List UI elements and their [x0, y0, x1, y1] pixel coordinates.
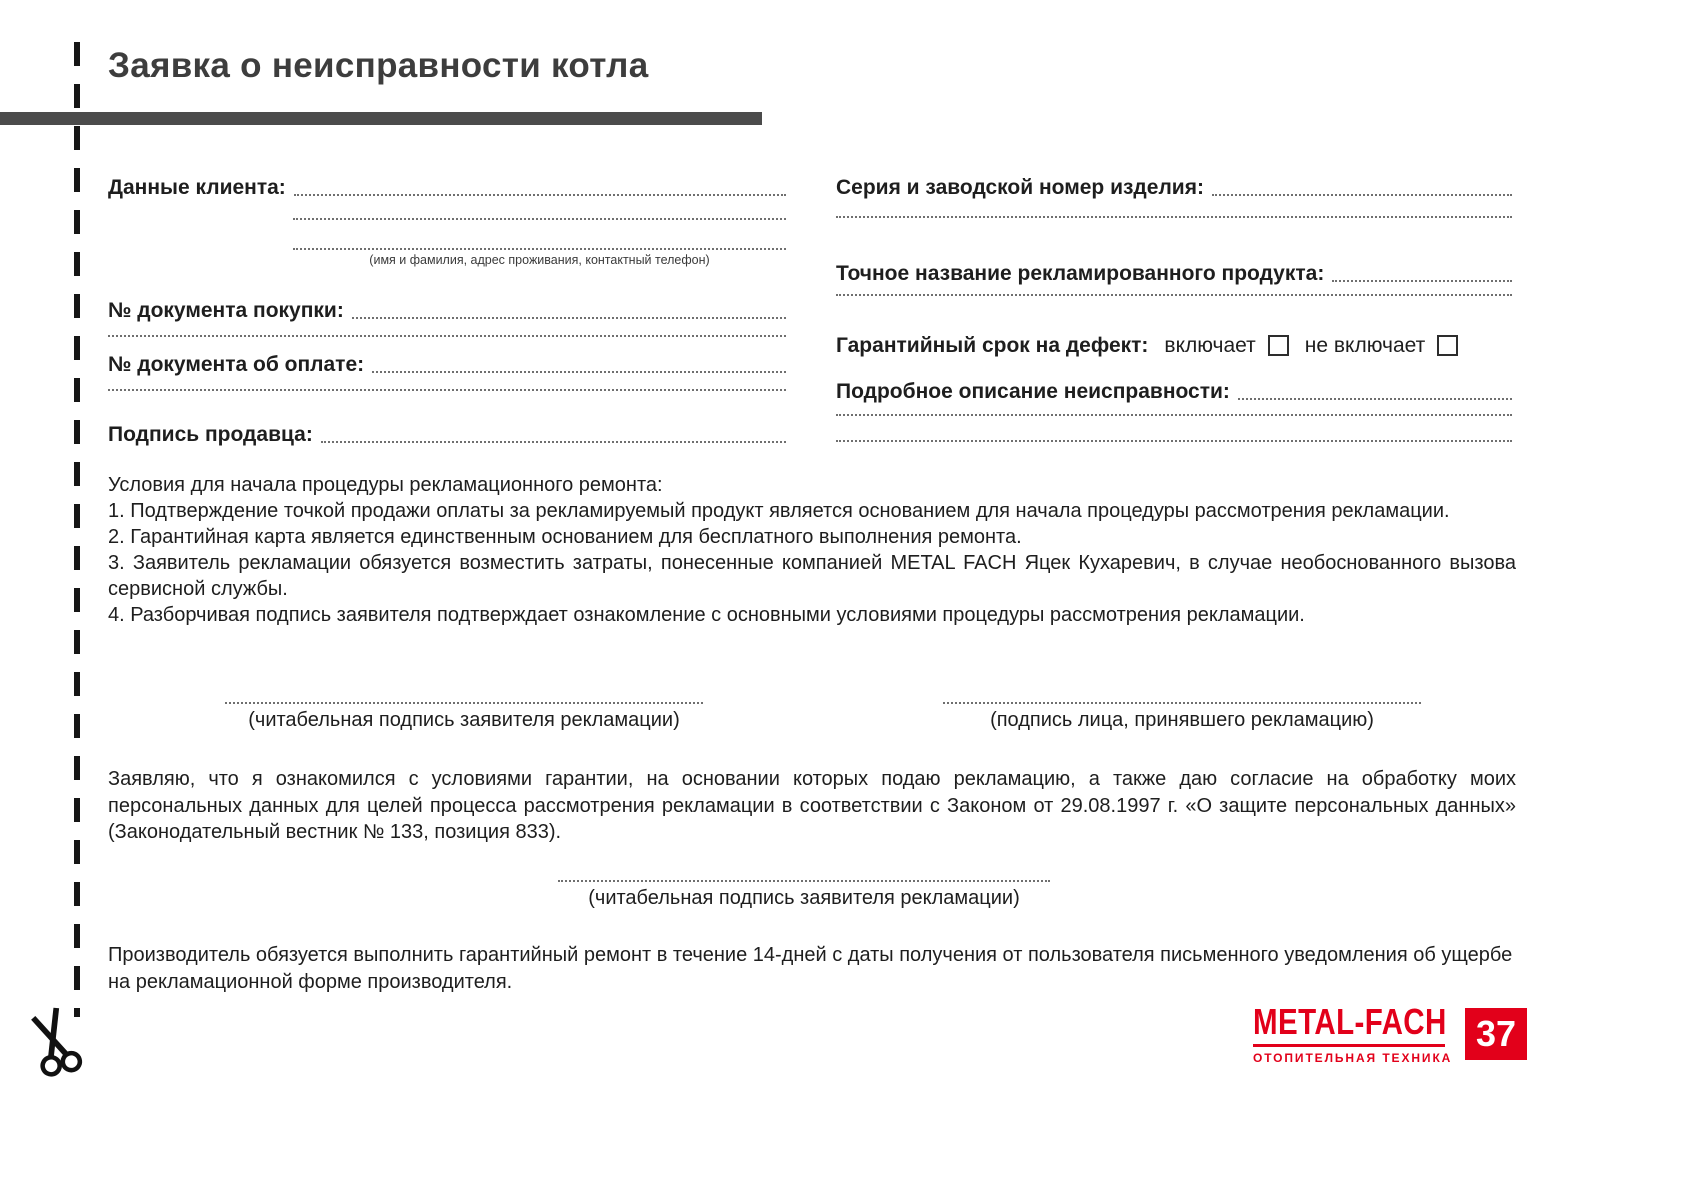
serial-number-line-1 — [1212, 194, 1512, 196]
page-number-badge: 37 — [1465, 1008, 1527, 1060]
claimant-signature-caption: (читабельная подпись заявителя рекламации) — [248, 709, 680, 731]
claimant-signature-block — [225, 702, 703, 732]
client-data-line-1 — [294, 194, 786, 196]
client-data-line-3 — [293, 248, 786, 250]
receiver-signature-caption: (подпись лица, принявшего рекламацию) — [990, 709, 1374, 731]
warranty-field — [836, 328, 1512, 358]
seller-signature-label: Подпись продавца: — [108, 423, 313, 446]
product-name-line-2 — [836, 294, 1512, 296]
seller-signature-line — [321, 441, 786, 443]
scissors-icon — [19, 999, 91, 1090]
warranty-excludes-label: не включает — [1304, 334, 1426, 357]
manufacturer-note: Производитель обязуется выполнить гарантийный ремонт в течение 14-дней с даты получения от пользователя письменного уведомления об ущербе на рекламационной форме производителя. — [108, 944, 1513, 993]
fault-description-line-1 — [1238, 398, 1512, 400]
claimant-signature-line-2 — [558, 880, 1050, 882]
page-title: Заявка о неисправности котла — [108, 46, 649, 85]
client-data-caption: (имя и фамилия, адрес проживания, контактный телефон) — [369, 253, 710, 267]
purchase-doc-label: № документа покупки: — [108, 299, 344, 322]
product-name-field — [836, 256, 1512, 286]
brand-logo-rule — [1253, 1044, 1445, 1047]
form-right-column — [836, 170, 1512, 442]
fault-description-label: Подробное описание неисправности: — [836, 380, 1230, 403]
brand-block — [1253, 1002, 1527, 1065]
fault-description-line-3 — [836, 440, 1512, 442]
client-data-line-2 — [293, 218, 786, 220]
receiver-signature-line — [943, 702, 1421, 704]
claimant-signature-caption-2: (читабельная подпись заявителя рекламации) — [588, 887, 1020, 909]
warranty-includes-label: включает — [1164, 334, 1256, 357]
brand-logo — [1253, 1001, 1453, 1065]
condition-item-1: 1. Подтверждение точкой продажи оплаты за рекламируемый продукт является основанием для начала процедуры рассмотрения рекламации. — [108, 500, 1450, 522]
serial-number-field — [836, 170, 1512, 200]
payment-doc-label: № документа об оплате: — [108, 353, 365, 376]
claimant-signature-line — [225, 702, 703, 704]
warranty-label: Гарантийный срок на дефект: — [836, 334, 1149, 357]
condition-item-3: 3. Заявитель рекламации обязуется возместить затраты, понесенные компанией METAL FACH Яцек Кухаревич, в случае необоснованного вызова сервисной службы. — [108, 552, 1516, 600]
product-name-line-1 — [1332, 280, 1512, 282]
declaration-paragraph: Заявляю, что я ознакомился с условиями гарантии, на основании которых подаю рекламацию, а также даю согласие на обработку моих персональных данных для целей процесса рассмотрения рекламации в соответствии с Законом от 29.08.1997 г. «О защите персональных данных» (Законодательный вестник № 133, позиция 833). — [108, 768, 1516, 843]
purchase-doc-field — [108, 293, 786, 323]
serial-number-label: Серия и заводской номер изделия: — [836, 176, 1204, 199]
title-underline-bar — [0, 112, 762, 125]
form-left-column — [108, 170, 786, 447]
warranty-includes-checkbox — [1268, 335, 1289, 356]
fault-description-field — [836, 374, 1512, 404]
condition-item-4: 4. Разборчивая подпись заявителя подтверждает ознакомление с основными условиями процедуры рассмотрения рекламации. — [108, 604, 1305, 626]
conditions-block — [108, 472, 1516, 628]
claimant-signature-block-2 — [558, 880, 1050, 910]
conditions-heading: Условия для начала процедуры рекламационного ремонта: — [108, 474, 663, 496]
purchase-doc-line-2 — [108, 335, 786, 337]
payment-doc-field — [108, 347, 786, 377]
client-data-label: Данные клиента: — [108, 176, 286, 199]
cut-dashed-line — [74, 42, 80, 1017]
payment-doc-line-2 — [108, 389, 786, 391]
payment-doc-line-1 — [372, 371, 786, 373]
purchase-doc-line-1 — [352, 317, 786, 319]
brand-logo-text: METAL-FACH — [1253, 1001, 1447, 1042]
brand-tagline: ОТОПИТЕЛЬНАЯ ТЕХНИКА — [1253, 1050, 1453, 1065]
product-name-label: Точное название рекламированного продукта: — [836, 262, 1325, 285]
client-data-field — [108, 170, 786, 200]
condition-item-2: 2. Гарантийная карта является единственным основанием для бесплатного выполнения ремонта. — [108, 526, 1022, 548]
fault-description-line-2 — [836, 414, 1512, 416]
seller-signature-field — [108, 417, 786, 447]
serial-number-line-2 — [836, 216, 1512, 218]
receiver-signature-block — [943, 702, 1421, 732]
warranty-excludes-checkbox — [1437, 335, 1458, 356]
